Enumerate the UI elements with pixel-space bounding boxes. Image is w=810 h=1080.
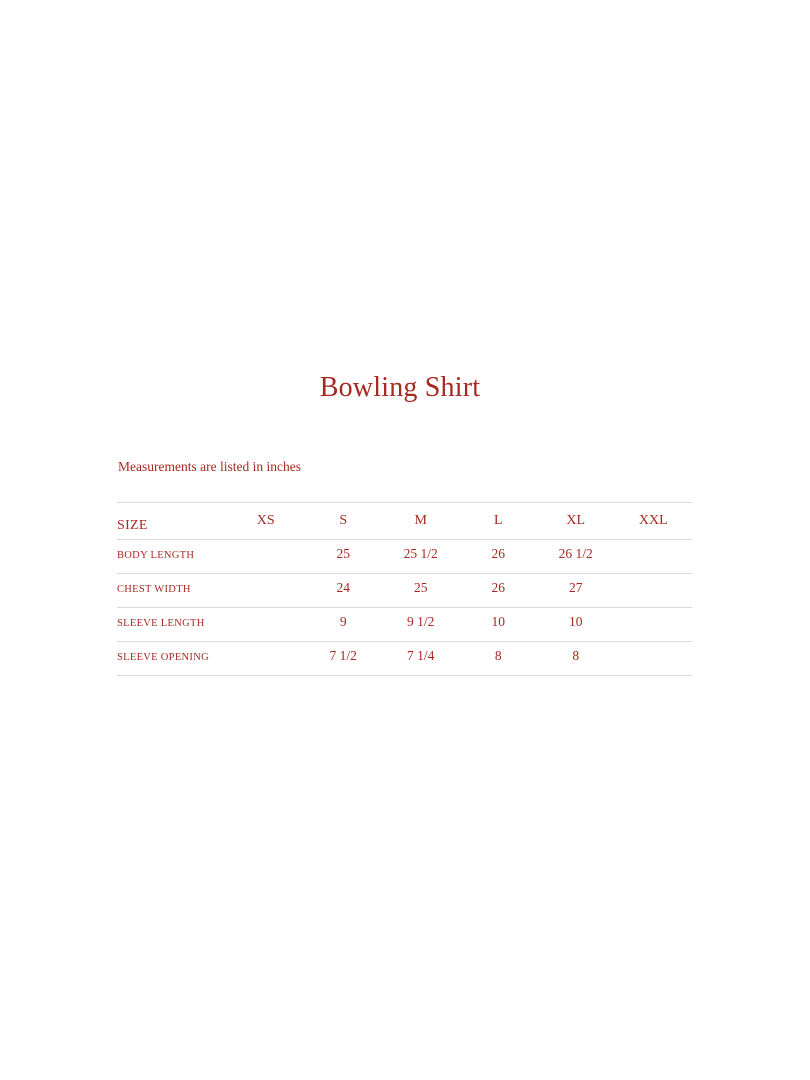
size-header-label: SIZE — [117, 518, 148, 533]
table-cell — [615, 642, 693, 676]
size-s: S — [339, 513, 348, 528]
size-m: M — [414, 513, 427, 528]
table-cell: 26 1/2 — [558, 546, 593, 561]
table-cell: 7 1/2 — [329, 648, 357, 663]
table-cell — [615, 574, 693, 608]
row-label-body-length: BODY LENGTH — [117, 550, 195, 561]
row-label-chest-width: CHEST WIDTH — [117, 584, 191, 595]
table-cell — [227, 608, 305, 642]
row-label-sleeve-length: SLEEVE LENGTH — [117, 618, 205, 629]
table-cell: 10 — [569, 614, 583, 629]
size-chart-table — [117, 502, 692, 676]
table-cell: 26 — [491, 580, 505, 595]
table-row — [117, 608, 692, 642]
table-cell — [227, 540, 305, 574]
size-xl: XL — [566, 513, 586, 528]
size-xxl: XXL — [638, 513, 668, 528]
table-cell: 27 — [569, 580, 583, 595]
row-label-sleeve-opening: SLEEVE OPENING — [117, 652, 209, 663]
table-cell: 8 — [572, 648, 580, 663]
table-cell: 10 — [491, 614, 505, 629]
table-cell: 24 — [336, 580, 350, 595]
table-cell — [615, 540, 693, 574]
table-cell: 9 1/2 — [407, 614, 435, 629]
table-cell — [227, 642, 305, 676]
table-cell — [227, 574, 305, 608]
table-cell: 25 1/2 — [403, 546, 438, 561]
table-row — [117, 540, 692, 574]
size-l: L — [493, 513, 503, 528]
table-cell: 26 — [491, 546, 505, 561]
table-row — [117, 574, 692, 608]
size-header-row — [117, 503, 692, 540]
size-xs: XS — [256, 513, 275, 528]
table-cell: 25 — [414, 580, 428, 595]
table-cell: 25 — [336, 546, 350, 561]
table-row — [117, 642, 692, 676]
measurement-note: Measurements are listed in inches — [118, 459, 301, 474]
table-cell: 9 — [339, 614, 347, 629]
table-cell: 8 — [494, 648, 502, 663]
table-cell: 7 1/4 — [407, 648, 435, 663]
page-title: Bowling Shirt — [319, 372, 481, 403]
table-cell — [615, 608, 693, 642]
